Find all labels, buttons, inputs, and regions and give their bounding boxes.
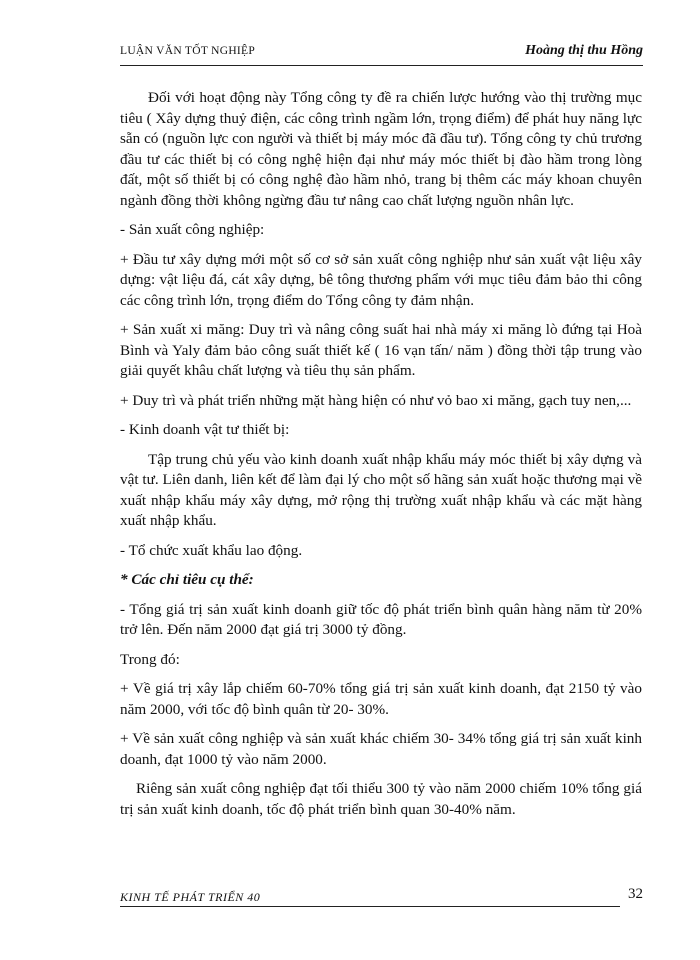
section-industrial-production: - Sản xuất công nghiệp: [120, 221, 265, 238]
section-specific-targets: * Các chỉ tiêu cụ thể: [120, 571, 254, 588]
paragraph-market-strategy: Đối với hoạt động này Tổng công ty đề ra chiến lược hướng vào thị trường mục tiêu ( Xây dựng thuỷ điện, các công trình ngầm lớn, trọng điểm) để phát huy năng lực sẵn có (nguồn lực con người và thiết bị máy móc đã đầu tư). Tổng công ty chủ trương đầu tư các thiết bị có công nghệ hiện đại như máy móc thiết bị đào hầm trong lòng đất, một số thiết bị có công nghệ đào hầm nhỏ, trang bị thêm các máy khoan chuyên ngành đồng thời không ngừng đầu tư nâng cao chất lượng nguồn nhân lực. [120, 89, 642, 209]
section-labor-export: - Tổ chức xuất khẩu lao động. [120, 541, 303, 559]
section-equipment-trading: - Kinh doanh vật tư thiết bị: [120, 421, 290, 438]
header-thesis-label: LUẬN VĂN TỐT NGHIỆP [120, 45, 256, 57]
paragraph-import-export: Tập trung chủ yếu vào kinh doanh xuất nhập khẩu máy móc thiết bị xây dựng và vật tư. Liên danh, liên kết để làm đại lý cho một số hãng sản xuất hoặc thương mại về xuất nhập khẩu máy xây dựng, mở rộng thị trường xuất nhập khẩu và các mặt hàng xuất nhập khẩu. [120, 450, 642, 529]
page-number: 32 [628, 886, 643, 902]
paragraph-industrial-minimum: Riêng sản xuất công nghiệp đạt tối thiểu 300 tỷ vào năm 2000 chiếm 10% tổng giá trị sản xuất kinh doanh, tốc độ phát triển bình quan 30-40% năm. [120, 780, 642, 818]
paragraph-construction-value: + Về giá trị xây lắp chiếm 60-70% tổng giá trị sản xuất kinh doanh, đạt 2150 tỷ vào năm 2000, với tốc độ bình quân từ 20- 30%. [120, 680, 642, 718]
header-author-name: Hoàng thị thu Hồng [525, 43, 643, 58]
paragraph-existing-products: + Duy trì và phát triển những mặt hàng hiện có như vỏ bao xi măng, gạch tuy nen,... [120, 391, 632, 409]
footer-course-label: KINH TẾ PHÁT TRIỂN 40 [120, 890, 620, 907]
document-body [120, 88, 642, 829]
paragraph-construction-materials: + Đầu tư xây dựng mới một số cơ sở sản xuất công nghiệp như sản xuất vật liệu xây dựng: vật liệu đá, cát xây dựng, bê tông thương phẩm với mục tiêu đảm bảo thi công các công trình lớn, trọng điểm do Tổng công ty đảm nhận. [120, 250, 642, 309]
paragraph-industrial-value: + Về sản xuất công nghiệp và sản xuất khác chiếm 30- 34% tổng giá trị sản xuất kinh doanh, đạt 1000 tỷ vào năm 2000. [120, 730, 642, 768]
paragraph-cement-production: + Sản xuất xi măng: Duy trì và nâng công suất hai nhà máy xi măng lò đứng tại Hoà Bình và Yaly đảm bảo công suất thiết kế ( 16 vạn tấn/ năm ) đồng thời tập trung vào giải quyết khâu chất lượng và tiêu thụ sản phẩm. [120, 321, 642, 379]
page-footer [120, 888, 643, 912]
page-header [120, 43, 643, 66]
label-of-which: Trong đó: [120, 650, 180, 668]
paragraph-total-value-target: - Tổng giá trị sản xuất kinh doanh giữ tốc độ phát triển bình quân hàng năm từ 20% trở lên. Đến năm 2000 đạt giá trị 3000 tỷ đồng. [120, 600, 642, 638]
